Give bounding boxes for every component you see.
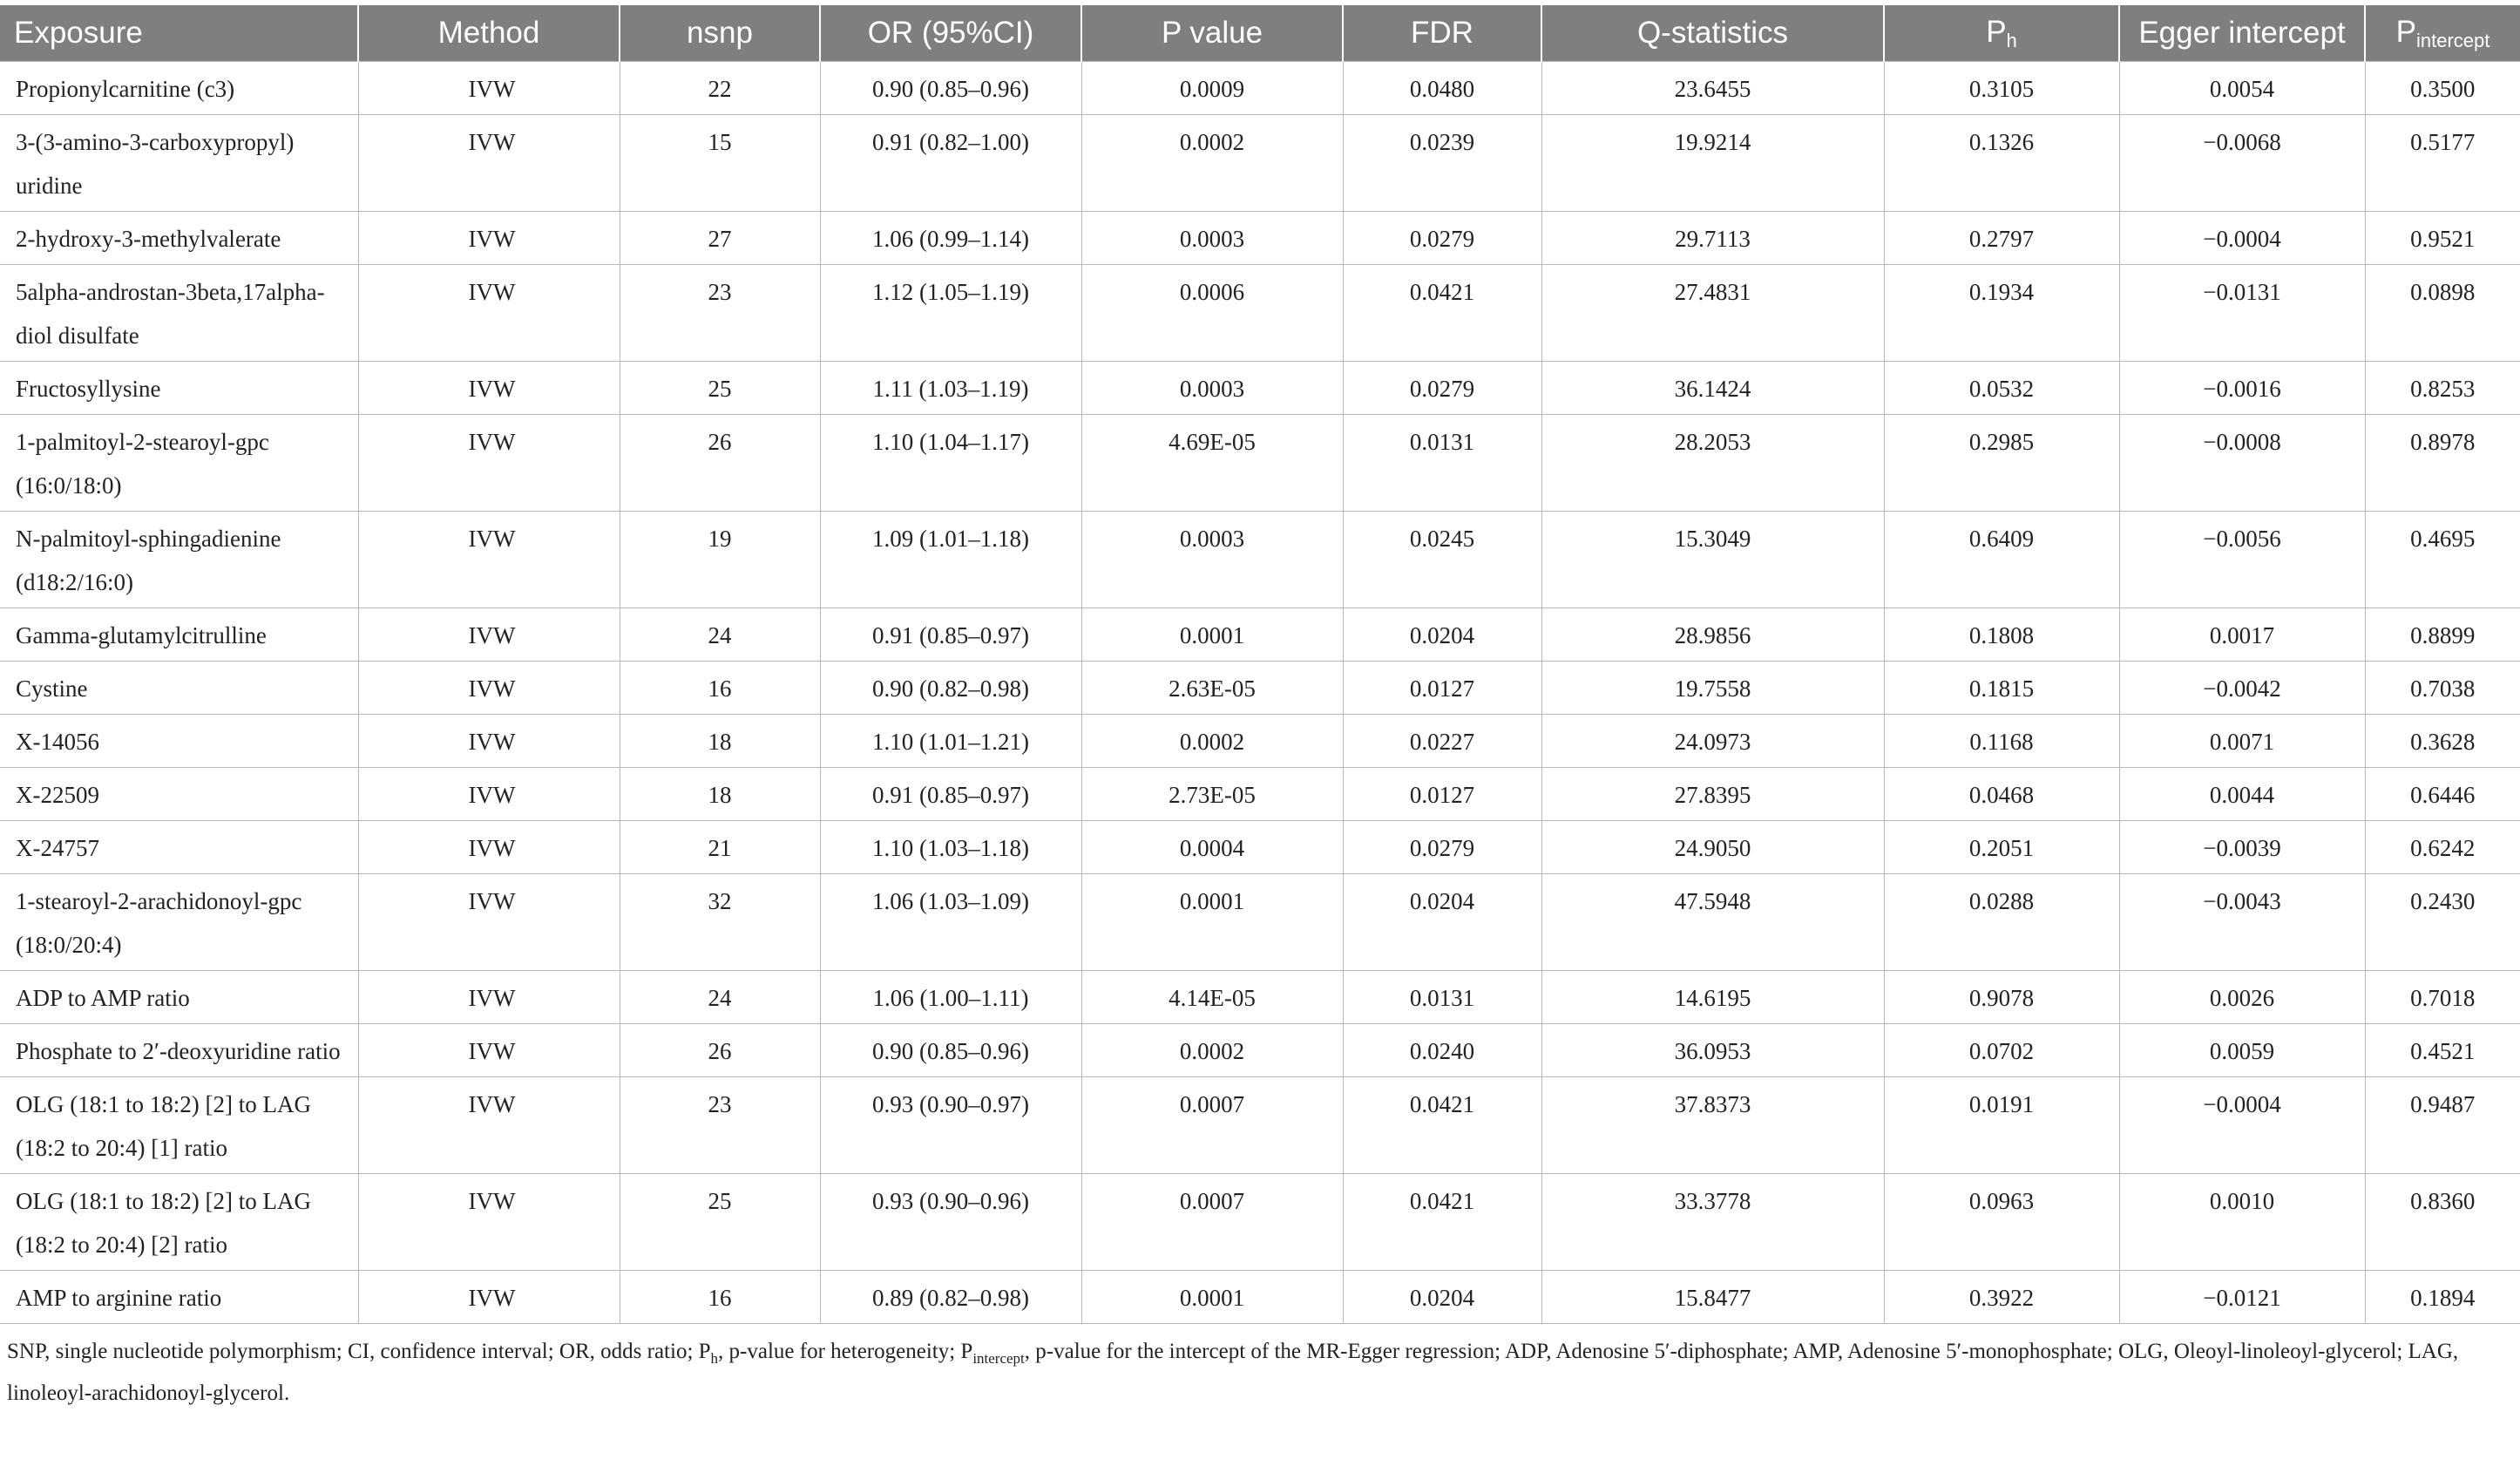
header-or-ci: OR (95%CI) [820, 5, 1081, 62]
cell-fdr: 0.0245 [1343, 512, 1541, 608]
cell-egger-intercept: −0.0004 [2119, 212, 2365, 265]
cell-q-statistics: 19.9214 [1541, 115, 1884, 212]
cell-or-ci: 0.90 (0.85–0.96) [820, 62, 1081, 115]
cell-exposure: 1-stearoyl-2-arachidonoyl-gpc (18:0/20:4) [0, 874, 358, 971]
cell-q-statistics: 14.6195 [1541, 971, 1884, 1024]
cell-p-value: 0.0001 [1081, 874, 1343, 971]
cell-or-ci: 1.10 (1.01–1.21) [820, 715, 1081, 768]
cell-p-value: 0.0003 [1081, 362, 1343, 415]
cell-method: IVW [358, 1024, 620, 1077]
cell-egger-intercept: 0.0044 [2119, 768, 2365, 821]
cell-nsnp: 32 [620, 874, 820, 971]
cell-p-value: 0.0009 [1081, 62, 1343, 115]
cell-fdr: 0.0204 [1343, 874, 1541, 971]
cell-nsnp: 15 [620, 115, 820, 212]
cell-p-intercept: 0.9521 [2365, 212, 2520, 265]
cell-egger-intercept: −0.0039 [2119, 821, 2365, 874]
cell-p-heterogeneity: 0.0191 [1884, 1077, 2119, 1174]
header-fdr: FDR [1343, 5, 1541, 62]
cell-p-intercept: 0.7038 [2365, 662, 2520, 715]
header-p-heterogeneity-label: P [1986, 14, 2007, 49]
cell-method: IVW [358, 512, 620, 608]
cell-method: IVW [358, 1174, 620, 1271]
cell-method: IVW [358, 874, 620, 971]
cell-method: IVW [358, 115, 620, 212]
cell-p-value: 0.0002 [1081, 115, 1343, 212]
cell-p-heterogeneity: 0.0963 [1884, 1174, 2119, 1271]
cell-p-value: 0.0003 [1081, 212, 1343, 265]
table-row [0, 662, 2520, 715]
cell-egger-intercept: −0.0016 [2119, 362, 2365, 415]
cell-egger-intercept: −0.0042 [2119, 662, 2365, 715]
cell-exposure: Gamma-glutamylcitrulline [0, 608, 358, 662]
cell-or-ci: 1.06 (0.99–1.14) [820, 212, 1081, 265]
cell-p-value: 0.0006 [1081, 265, 1343, 362]
header-p-intercept-label: P [2395, 14, 2416, 49]
cell-p-value: 0.0007 [1081, 1174, 1343, 1271]
cell-egger-intercept: −0.0008 [2119, 415, 2365, 512]
cell-p-intercept: 0.3500 [2365, 62, 2520, 115]
cell-or-ci: 1.06 (1.00–1.11) [820, 971, 1081, 1024]
cell-q-statistics: 15.3049 [1541, 512, 1884, 608]
table-row [0, 362, 2520, 415]
cell-fdr: 0.0127 [1343, 662, 1541, 715]
header-p-intercept-subscript: intercept [2415, 29, 2490, 51]
header-p-value: P value [1081, 5, 1343, 62]
cell-p-value: 2.63E-05 [1081, 662, 1343, 715]
cell-fdr: 0.0279 [1343, 821, 1541, 874]
cell-or-ci: 1.11 (1.03–1.19) [820, 362, 1081, 415]
cell-q-statistics: 36.0953 [1541, 1024, 1884, 1077]
cell-egger-intercept: −0.0121 [2119, 1271, 2365, 1324]
cell-fdr: 0.0421 [1343, 1077, 1541, 1174]
cell-egger-intercept: −0.0068 [2119, 115, 2365, 212]
cell-exposure: X-24757 [0, 821, 358, 874]
table-footnote [0, 1324, 2520, 1411]
cell-fdr: 0.0131 [1343, 971, 1541, 1024]
cell-fdr: 0.0204 [1343, 1271, 1541, 1324]
header-q-statistics: Q-statistics [1541, 5, 1884, 62]
cell-nsnp: 21 [620, 821, 820, 874]
cell-method: IVW [358, 608, 620, 662]
cell-method: IVW [358, 1271, 620, 1324]
cell-method: IVW [358, 62, 620, 115]
cell-fdr: 0.0227 [1343, 715, 1541, 768]
cell-q-statistics: 29.7113 [1541, 212, 1884, 265]
cell-exposure: X-14056 [0, 715, 358, 768]
table-row [0, 874, 2520, 971]
header-method: Method [358, 5, 620, 62]
cell-q-statistics: 47.5948 [1541, 874, 1884, 971]
cell-exposure: Cystine [0, 662, 358, 715]
cell-exposure: 5alpha-androstan-3beta,17alpha-diol disulfate [0, 265, 358, 362]
cell-nsnp: 22 [620, 62, 820, 115]
header-p-heterogeneity [1884, 5, 2119, 62]
cell-or-ci: 0.89 (0.82–0.98) [820, 1271, 1081, 1324]
cell-exposure: OLG (18:1 to 18:2) [2] to LAG (18:2 to 20:4) [2] ratio [0, 1174, 358, 1271]
cell-egger-intercept: −0.0043 [2119, 874, 2365, 971]
cell-nsnp: 26 [620, 1024, 820, 1077]
table-body [0, 62, 2520, 1324]
cell-or-ci: 0.90 (0.85–0.96) [820, 1024, 1081, 1077]
cell-method: IVW [358, 1077, 620, 1174]
footnote-sub-h: h [710, 1350, 719, 1367]
cell-q-statistics: 28.9856 [1541, 608, 1884, 662]
cell-p-value: 0.0002 [1081, 1024, 1343, 1077]
cell-p-heterogeneity: 0.3922 [1884, 1271, 2119, 1324]
cell-fdr: 0.0421 [1343, 265, 1541, 362]
cell-or-ci: 0.91 (0.82–1.00) [820, 115, 1081, 212]
cell-method: IVW [358, 821, 620, 874]
cell-p-heterogeneity: 0.9078 [1884, 971, 2119, 1024]
cell-p-intercept: 0.8253 [2365, 362, 2520, 415]
cell-method: IVW [358, 971, 620, 1024]
cell-q-statistics: 24.0973 [1541, 715, 1884, 768]
cell-or-ci: 0.91 (0.85–0.97) [820, 608, 1081, 662]
cell-method: IVW [358, 362, 620, 415]
cell-p-heterogeneity: 0.6409 [1884, 512, 2119, 608]
cell-exposure: AMP to arginine ratio [0, 1271, 358, 1324]
cell-method: IVW [358, 715, 620, 768]
cell-or-ci: 1.12 (1.05–1.19) [820, 265, 1081, 362]
cell-nsnp: 16 [620, 662, 820, 715]
cell-p-intercept: 0.4521 [2365, 1024, 2520, 1077]
table-row [0, 212, 2520, 265]
cell-p-value: 0.0003 [1081, 512, 1343, 608]
cell-egger-intercept: −0.0004 [2119, 1077, 2365, 1174]
cell-p-heterogeneity: 0.2985 [1884, 415, 2119, 512]
cell-exposure: Fructosyllysine [0, 362, 358, 415]
cell-method: IVW [358, 662, 620, 715]
cell-q-statistics: 23.6455 [1541, 62, 1884, 115]
cell-p-value: 0.0001 [1081, 608, 1343, 662]
cell-or-ci: 1.10 (1.03–1.18) [820, 821, 1081, 874]
cell-or-ci: 0.90 (0.82–0.98) [820, 662, 1081, 715]
cell-exposure: 2-hydroxy-3-methylvalerate [0, 212, 358, 265]
table-row [0, 265, 2520, 362]
cell-fdr: 0.0239 [1343, 115, 1541, 212]
cell-p-value: 4.69E-05 [1081, 415, 1343, 512]
footnote-sub-intercept: intercept [972, 1350, 1025, 1367]
cell-q-statistics: 33.3778 [1541, 1174, 1884, 1271]
cell-nsnp: 23 [620, 1077, 820, 1174]
cell-egger-intercept: 0.0026 [2119, 971, 2365, 1024]
cell-exposure: N-palmitoyl-sphingadienine (d18:2/16:0) [0, 512, 358, 608]
results-table-container [0, 5, 2520, 1411]
cell-nsnp: 26 [620, 415, 820, 512]
cell-method: IVW [358, 212, 620, 265]
cell-nsnp: 23 [620, 265, 820, 362]
cell-nsnp: 25 [620, 362, 820, 415]
cell-q-statistics: 15.8477 [1541, 1271, 1884, 1324]
footnote-text-c: , p-value for the intercept of the MR-Egger regression; ADP, Adenosine 5′-diphosphate; AMP, Adenosine 5′-monophosphate; OLG, Oleoyl-linoleoyl-glycerol; LAG, linoleoyl-arachidonoyl-glycerol. [7, 1340, 2459, 1405]
cell-nsnp: 16 [620, 1271, 820, 1324]
cell-egger-intercept: 0.0017 [2119, 608, 2365, 662]
cell-p-value: 0.0001 [1081, 1271, 1343, 1324]
cell-or-ci: 0.91 (0.85–0.97) [820, 768, 1081, 821]
cell-q-statistics: 36.1424 [1541, 362, 1884, 415]
table-row [0, 715, 2520, 768]
cell-p-intercept: 0.4695 [2365, 512, 2520, 608]
cell-p-value: 0.0007 [1081, 1077, 1343, 1174]
cell-p-intercept: 0.0898 [2365, 265, 2520, 362]
cell-p-intercept: 0.9487 [2365, 1077, 2520, 1174]
cell-p-intercept: 0.6242 [2365, 821, 2520, 874]
table-row [0, 512, 2520, 608]
cell-p-intercept: 0.8360 [2365, 1174, 2520, 1271]
cell-p-intercept: 0.7018 [2365, 971, 2520, 1024]
cell-or-ci: 1.10 (1.04–1.17) [820, 415, 1081, 512]
cell-nsnp: 19 [620, 512, 820, 608]
cell-p-heterogeneity: 0.0532 [1884, 362, 2119, 415]
table-row [0, 1024, 2520, 1077]
header-p-intercept [2365, 5, 2520, 62]
cell-p-intercept: 0.5177 [2365, 115, 2520, 212]
table-row [0, 115, 2520, 212]
cell-nsnp: 18 [620, 768, 820, 821]
cell-exposure: X-22509 [0, 768, 358, 821]
cell-p-heterogeneity: 0.1168 [1884, 715, 2119, 768]
cell-exposure: 1-palmitoyl-2-stearoyl-gpc (16:0/18:0) [0, 415, 358, 512]
cell-p-heterogeneity: 0.2051 [1884, 821, 2119, 874]
cell-fdr: 0.0480 [1343, 62, 1541, 115]
cell-p-heterogeneity: 0.1934 [1884, 265, 2119, 362]
cell-fdr: 0.0279 [1343, 362, 1541, 415]
header-exposure: Exposure [0, 5, 358, 62]
table-row [0, 821, 2520, 874]
cell-egger-intercept: 0.0054 [2119, 62, 2365, 115]
cell-p-heterogeneity: 0.1815 [1884, 662, 2119, 715]
cell-p-heterogeneity: 0.0288 [1884, 874, 2119, 971]
cell-method: IVW [358, 415, 620, 512]
cell-p-value: 2.73E-05 [1081, 768, 1343, 821]
cell-q-statistics: 37.8373 [1541, 1077, 1884, 1174]
cell-fdr: 0.0131 [1343, 415, 1541, 512]
cell-q-statistics: 24.9050 [1541, 821, 1884, 874]
table-row [0, 1271, 2520, 1324]
table-header [0, 5, 2520, 62]
footnote-text-a: SNP, single nucleotide polymorphism; CI, confidence interval; OR, odds ratio; P [7, 1340, 711, 1363]
cell-p-heterogeneity: 0.3105 [1884, 62, 2119, 115]
cell-p-heterogeneity: 0.1326 [1884, 115, 2119, 212]
cell-nsnp: 25 [620, 1174, 820, 1271]
cell-p-intercept: 0.6446 [2365, 768, 2520, 821]
header-p-heterogeneity-subscript: h [2006, 29, 2017, 51]
cell-egger-intercept: −0.0056 [2119, 512, 2365, 608]
table-row [0, 768, 2520, 821]
cell-q-statistics: 27.4831 [1541, 265, 1884, 362]
cell-q-statistics: 28.2053 [1541, 415, 1884, 512]
table-row [0, 1174, 2520, 1271]
footnote-text-b: , p-value for heterogeneity; P [718, 1340, 973, 1363]
cell-p-intercept: 0.2430 [2365, 874, 2520, 971]
cell-p-value: 0.0004 [1081, 821, 1343, 874]
cell-nsnp: 27 [620, 212, 820, 265]
header-egger-intercept: Egger intercept [2119, 5, 2365, 62]
cell-fdr: 0.0204 [1343, 608, 1541, 662]
table-row [0, 415, 2520, 512]
table-row [0, 1077, 2520, 1174]
cell-exposure: Phosphate to 2′-deoxyuridine ratio [0, 1024, 358, 1077]
cell-p-heterogeneity: 0.0468 [1884, 768, 2119, 821]
cell-egger-intercept: 0.0071 [2119, 715, 2365, 768]
cell-p-heterogeneity: 0.0702 [1884, 1024, 2119, 1077]
cell-nsnp: 24 [620, 608, 820, 662]
cell-fdr: 0.0127 [1343, 768, 1541, 821]
cell-p-intercept: 0.8899 [2365, 608, 2520, 662]
cell-nsnp: 24 [620, 971, 820, 1024]
cell-or-ci: 0.93 (0.90–0.97) [820, 1077, 1081, 1174]
cell-p-intercept: 0.1894 [2365, 1271, 2520, 1324]
cell-p-value: 0.0002 [1081, 715, 1343, 768]
cell-p-intercept: 0.8978 [2365, 415, 2520, 512]
cell-fdr: 0.0421 [1343, 1174, 1541, 1271]
cell-nsnp: 18 [620, 715, 820, 768]
cell-fdr: 0.0279 [1343, 212, 1541, 265]
cell-exposure: OLG (18:1 to 18:2) [2] to LAG (18:2 to 20:4) [1] ratio [0, 1077, 358, 1174]
cell-exposure: 3-(3-amino-3-carboxypropyl) uridine [0, 115, 358, 212]
cell-or-ci: 1.09 (1.01–1.18) [820, 512, 1081, 608]
table-row [0, 62, 2520, 115]
cell-p-intercept: 0.3628 [2365, 715, 2520, 768]
cell-egger-intercept: −0.0131 [2119, 265, 2365, 362]
cell-q-statistics: 27.8395 [1541, 768, 1884, 821]
cell-method: IVW [358, 265, 620, 362]
cell-exposure: ADP to AMP ratio [0, 971, 358, 1024]
table-row [0, 608, 2520, 662]
cell-p-heterogeneity: 0.2797 [1884, 212, 2119, 265]
cell-or-ci: 1.06 (1.03–1.09) [820, 874, 1081, 971]
header-nsnp: nsnp [620, 5, 820, 62]
cell-egger-intercept: 0.0059 [2119, 1024, 2365, 1077]
cell-or-ci: 0.93 (0.90–0.96) [820, 1174, 1081, 1271]
cell-method: IVW [358, 768, 620, 821]
cell-fdr: 0.0240 [1343, 1024, 1541, 1077]
cell-p-heterogeneity: 0.1808 [1884, 608, 2119, 662]
cell-exposure: Propionylcarnitine (c3) [0, 62, 358, 115]
cell-p-value: 4.14E-05 [1081, 971, 1343, 1024]
cell-egger-intercept: 0.0010 [2119, 1174, 2365, 1271]
table-row [0, 971, 2520, 1024]
results-table [0, 5, 2520, 1324]
cell-q-statistics: 19.7558 [1541, 662, 1884, 715]
